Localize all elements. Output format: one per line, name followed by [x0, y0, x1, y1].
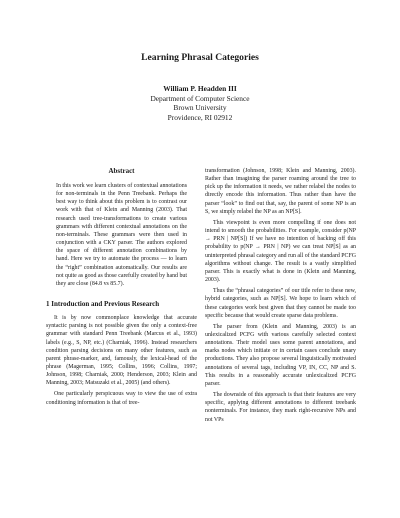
section-heading: 1 Introduction and Previous Research: [46, 300, 160, 309]
author-department: Department of Computer Science: [150, 93, 250, 103]
paragraph: It is by now commonplace knowledge that accurate syntactic parsing is not possible given the only a context-free grammar with standard Penn Treebank (Marcus et al., 1993) labels (e.g., S, NP, etc.) (Charniak, 1996). Instead researchers condition parsing decisions on many other features, such as parent phrase-marker, and, famously, the lexical-head of the phrase (Magerman, 1995; Collins, 1996; Collins, 1997; Johnson, 1998; Charniak, 2000; Henderson, 2003; Klein and Manning, 2003; Matsuzaki et al., 2005) (and others).: [46, 315, 197, 387]
paper-title: Learning Phrasal Categories: [141, 52, 259, 63]
paragraph: The parser from (Klein and Manning, 2003) is an unlexicalized PCFG with various carefully selected context annotations. Their model uses some parent annotations, and marks nodes which initiate or in certain cases conclude unary productions. They also propose several linguistically motivated annotations of several tags, including VP, IN, CC, NP and S. This results in a reasonably accurate unlexicalized PCFG parser.: [205, 323, 356, 387]
author-university: Brown University: [173, 103, 227, 113]
author-block: [0, 84, 400, 122]
author-location: Providence, RI 02912: [167, 112, 233, 122]
paragraph: Thus the “phrasal categories” of our title refer to these new, hybrid categories, such as NP[S]. We hope to learn which of these categories work best given that they cannot be made too specific because that would create sparse data problems.: [205, 288, 356, 319]
paragraph: The downside of this approach is that their features are very specific, applying different annotations to different treebank nonterminals. For instance, they mark right-recursive NPs and not VPs: [205, 392, 356, 423]
paragraph: This viewpoint is even more compelling if one does not intend to smooth the probabilities. For example, consider p(NP → PRN | NP[S]) If we have no intention of backing off this probability to p(NP → PRN | NP) we can treat NP[S] as an uninterpreted phrasal category and run all of the standard PCFG algorithms without change. The result is a vastly simplified parser. This is exactly what is done in (Klein and Manning, 2003).: [205, 219, 356, 284]
paragraph: One particularly perspicuous way to view the use of extra conditioning information is that of tree-: [46, 391, 197, 406]
abstract-text: In this work we learn clusters of contextual annotations for non-terminals in the Penn Treebank. Perhaps the best way to think about this problem is to contrast our work with that of Klein and Manning (2003). That research used tree-transformations to create various grammars with different contextual annotations on the non-terminals. These grammars were then used in conjunction with a CKY parser. The authors explored the space of different annotation combinations by hand. Here we try to automate the process — to learn the “right” combination automatically. Our results are not quite as good as those carefully created by hand but they are close (84.8 vs 85.7).: [56, 183, 187, 287]
right-column: [205, 167, 356, 427]
left-column: [46, 167, 197, 410]
author-name: William P. Headden III: [163, 84, 237, 93]
abstract-heading: Abstract: [108, 167, 135, 175]
paragraph: transformation (Johnson, 1998; Klein and Manning, 2003). Rather than imagining the parser roaming around the tree to pick up the information it needs, we rather relabel the nodes to directly encode this information. Thus rather than have the parser “look” to find out that, say, the parent of some NP is an S, we simply relabel the NP as an NP[S].: [205, 168, 356, 215]
